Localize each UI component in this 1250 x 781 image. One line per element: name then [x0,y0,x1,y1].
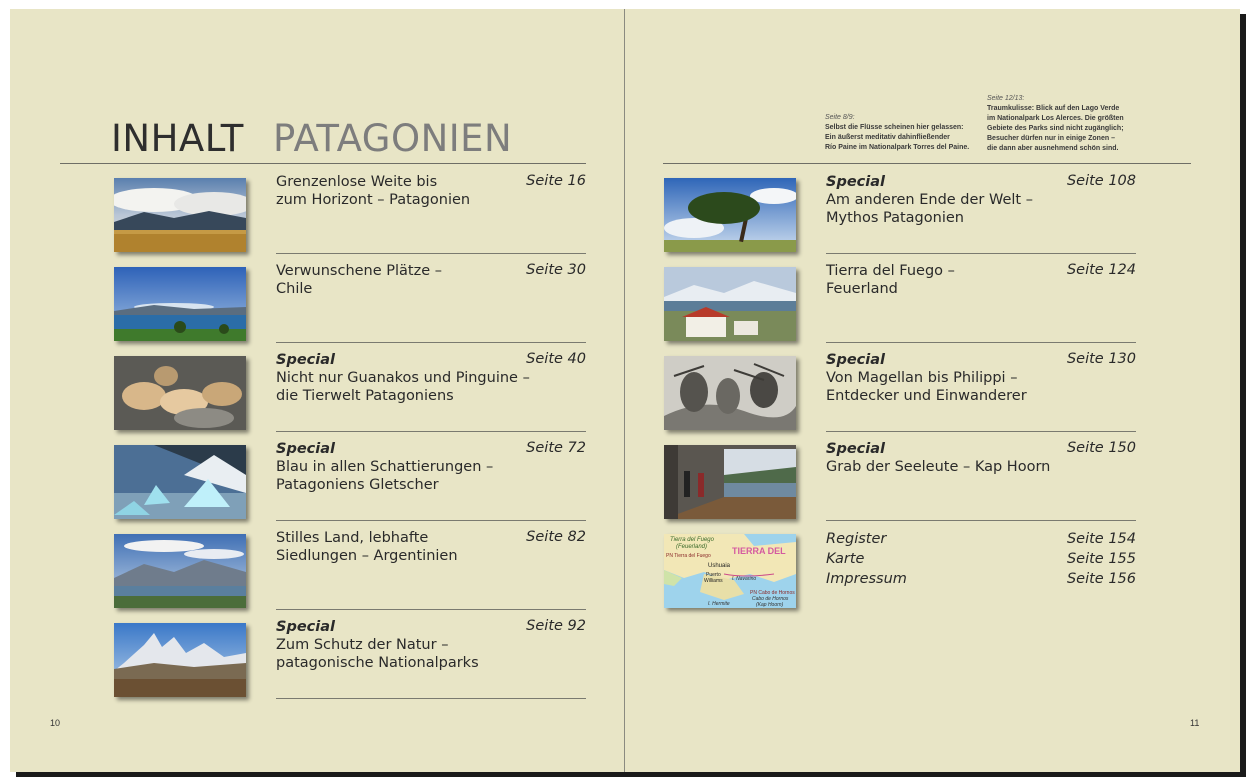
entry-text [276,351,530,405]
entry-page: Seite 150 [1066,440,1136,456]
special-label: Special [276,441,335,457]
thumb-ship-deck-photo [664,445,796,519]
entry-line-2: Mythos Patagonien [826,210,964,226]
entry-rule [826,520,1136,521]
caption-line: Besucher dürfen nur in einige Zonen – [987,135,1115,142]
entry-rule [276,609,586,610]
entry-page: Seite 40 [526,351,586,367]
entry-line-2: die Tierwelt Patagoniens [276,388,454,404]
special-label: Special [826,174,885,190]
entry-page: Seite 124 [1066,262,1136,278]
entry-rule [276,520,586,521]
map-label: Ushuaia [708,563,731,569]
thumb-glacier-photo [114,445,246,519]
register-page: Seite 154 [1066,531,1136,547]
toc-entry[interactable] [114,258,586,347]
entry-page: Seite 92 [526,618,586,634]
map-label: (Kap Hoorn) [756,602,784,608]
thumb-town-photo [114,534,246,608]
caption-line: Gebiete des Parks sind nicht zugänglich; [987,125,1124,132]
entry-text [276,262,442,298]
entry-text [826,262,955,298]
special-label: Special [826,441,885,457]
page-number-right: 11 [1190,718,1200,728]
entry-rule [826,342,1136,343]
map-label: I. Hermite [708,601,730,607]
entry-line-1: Am anderen Ende der Welt – [826,192,1033,208]
entry-page: Seite 30 [526,262,586,278]
toc-entry[interactable] [664,169,1136,258]
thumb-steppe-photo [114,178,246,252]
toc-entry[interactable] [114,614,586,703]
map-label: TIERRA DEL [732,546,786,556]
karte-page: Seite 155 [1066,551,1136,567]
thumb-sealions-photo [114,356,246,430]
toc-entry[interactable] [114,436,586,525]
caption-line: Río Paine im Nationalpark Torres del Paine. [825,144,970,151]
map-label: Tierra del Fuego [670,537,714,543]
thumb-fitzroy-photo [114,623,246,697]
title-patagonien: PATAGONIEN [273,117,513,160]
toc-entry[interactable] [664,347,1136,436]
entry-rule [826,253,1136,254]
entry-line-1: Zum Schutz der Natur – [276,637,449,653]
entry-line-1: Grenzenlose Weite bis [276,174,438,190]
toc-entry[interactable] [114,525,586,614]
entry-line-2: zum Horizont – Patagonien [276,192,471,208]
entry-page: Seite 130 [1066,351,1136,367]
special-label: Special [826,352,885,368]
entry-line-1: Von Magellan bis Philippi – [826,370,1018,386]
left-header-rule [60,163,586,164]
book-spread [10,9,1240,772]
caption-page-12-13 [987,94,1124,154]
entry-text [826,440,1050,476]
entry-rule [276,698,586,699]
map-label: PN Cabo de Hornos [750,590,795,596]
caption-line: im Nationalpark Los Alerces. Die größten [987,115,1124,122]
entry-rule [276,253,586,254]
map-label: Puerto [706,572,721,578]
map-label: (Feuerland) [676,544,708,550]
gutter-line [624,9,625,772]
entry-text [276,440,493,494]
entry-line-1: Blau in allen Schattierungen – [276,459,494,475]
caption-ref: Seite 12/13: [987,95,1025,102]
entry-line-2: Entdecker und Einwanderer [826,388,1027,404]
toc-entry[interactable] [114,347,586,436]
map-label: Cabo de Hornos [752,596,789,602]
caption-line: Selbst die Flüsse scheinen hier gelassen: [825,124,964,131]
entry-page: Seite 16 [526,173,586,189]
impressum-label[interactable]: Impressum [826,571,907,587]
special-label: Special [276,619,335,635]
map-label: I. Navarino [732,576,757,582]
caption-ref: Seite 8/9: [825,114,855,121]
entry-line-1: Tierra del Fuego – [826,263,955,279]
entry-page: Seite 108 [1066,173,1136,189]
entry-line-2: patagonische Nationalparks [276,655,479,671]
toc-entry[interactable] [114,169,586,258]
toc-entry[interactable] [664,436,1136,525]
thumb-tree-photo [664,178,796,252]
entry-line-1: Verwunschene Plätze – [276,263,443,279]
map-label: PN Tierra del Fuego [666,553,711,559]
entry-text [276,618,479,672]
entry-line-1: Grab der Seeleute – Kap Hoorn [826,459,1051,475]
entry-text [276,529,458,565]
entry-line-1: Nicht nur Guanakos und Pinguine – [276,370,530,386]
entry-line-2: Feuerland [826,281,898,297]
entry-line-2: Chile [276,281,313,297]
thumb-map-image [664,534,796,608]
entry-text [276,173,470,209]
special-label: Special [276,352,335,368]
entry-rule [826,431,1136,432]
entry-text [826,173,1033,227]
thumb-lake-photo [114,267,246,341]
thumb-engraving-image [664,356,796,430]
toc-entry[interactable] [664,258,1136,347]
caption-line: Traumkulisse: Blick auf den Lago Verde [987,105,1120,112]
entry-line-1: Stilles Land, lebhafte [276,530,429,546]
entry-page: Seite 72 [526,440,586,456]
caption-line: Ein äußerst meditativ dahinfließender [825,134,950,141]
entry-line-2: Siedlungen – Argentinien [276,548,458,564]
karte-label[interactable]: Karte [826,551,865,567]
caption-page-8-9 [825,113,969,153]
entry-rule [276,431,586,432]
entry-text [826,351,1027,405]
register-label[interactable]: Register [826,531,887,547]
impressum-page: Seite 156 [1066,571,1136,587]
map-label: Williams [704,578,723,584]
thumb-farmhouse-photo [664,267,796,341]
entry-line-2: Patagoniens Gletscher [276,477,439,493]
entry-rule [276,342,586,343]
title-inhalt: INHALT [111,117,244,160]
right-header-rule [663,163,1191,164]
caption-line: die dann aber ausnehmend schön sind. [987,145,1119,152]
entry-page: Seite 82 [526,529,586,545]
page-number-left: 10 [50,718,61,728]
